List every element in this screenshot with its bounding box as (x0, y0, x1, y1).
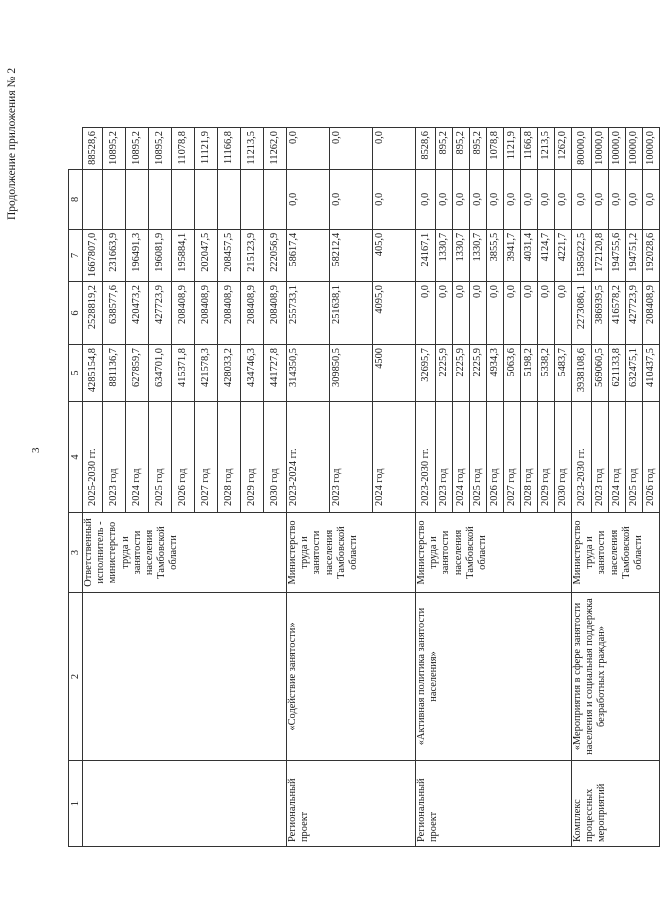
local-cell (218, 169, 241, 229)
federal-cell: 2273086,1 (572, 282, 592, 345)
regional-cell: 195884,1 (172, 229, 195, 281)
total-cell: 569060,5 (592, 345, 609, 402)
period-cell: 2023 год (330, 402, 373, 513)
other-cell: 1262,0 (555, 128, 572, 170)
period-cell: 2026 год (643, 402, 660, 513)
regional-cell: 231663,9 (103, 229, 126, 281)
federal-cell: 0,0 (487, 282, 504, 345)
total-cell: 634701,0 (149, 345, 172, 402)
period-cell: 2023 год (592, 402, 609, 513)
other-cell: 10000,0 (592, 128, 609, 170)
total-cell: 2225,9 (470, 345, 487, 402)
period-cell: 2024 год (453, 402, 470, 513)
total-cell: 415371,8 (172, 345, 195, 402)
regional-cell: 194751,2 (626, 229, 643, 281)
local-cell (241, 169, 264, 229)
table-row (572, 128, 592, 847)
local-cell: 0,0 (453, 169, 470, 229)
local-cell (83, 169, 103, 229)
period-cell: 2027 год (195, 402, 218, 513)
regional-cell: 194755,6 (609, 229, 626, 281)
other-cell: 1121,9 (504, 128, 521, 170)
other-cell: 11166,8 (218, 128, 241, 170)
other-cell: 10895,2 (149, 128, 172, 170)
regional-cell: 1667807,0 (83, 229, 103, 281)
regional-cell: 1330,7 (470, 229, 487, 281)
other-cell: 11078,8 (172, 128, 195, 170)
period-cell: 2025 год (470, 402, 487, 513)
period-cell: 2030 год (264, 402, 287, 513)
local-cell: 0,0 (538, 169, 555, 229)
other-cell: 1213,5 (538, 128, 555, 170)
period-cell: 2025 год (149, 402, 172, 513)
period-cell: 2029 год (538, 402, 555, 513)
federal-cell: 416578,2 (609, 282, 626, 345)
period-cell: 2023 год (103, 402, 126, 513)
regional-cell: 196491,3 (126, 229, 149, 281)
total-cell: 410437,5 (643, 345, 660, 402)
other-cell: 8528,6 (416, 128, 436, 170)
page-number: 3 (30, 447, 42, 453)
section-type-cell: Региональный проект (416, 761, 572, 847)
total-cell: 632475,1 (626, 345, 643, 402)
federal-cell: 208408,9 (195, 282, 218, 345)
column-header: 5 (69, 345, 83, 402)
total-cell: 881136,7 (103, 345, 126, 402)
total-cell: 309850,5 (330, 345, 373, 402)
regional-cell: 1330,7 (453, 229, 470, 281)
period-cell: 2028 год (218, 402, 241, 513)
section-title-cell (83, 593, 287, 761)
period-cell: 2024 год (126, 402, 149, 513)
federal-cell: 0,0 (538, 282, 555, 345)
budget-table (68, 127, 660, 847)
other-cell: 88528,6 (83, 128, 103, 170)
local-cell: 0,0 (416, 169, 436, 229)
local-cell: 0,0 (521, 169, 538, 229)
local-cell (195, 169, 218, 229)
regional-cell: 202047,5 (195, 229, 218, 281)
other-cell: 10895,2 (103, 128, 126, 170)
total-cell: 5063,6 (504, 345, 521, 402)
period-cell: 2026 год (172, 402, 195, 513)
local-cell: 0,0 (609, 169, 626, 229)
total-cell: 5338,2 (538, 345, 555, 402)
period-cell: 2025 год (626, 402, 643, 513)
federal-cell: 208408,9 (218, 282, 241, 345)
local-cell: 0,0 (470, 169, 487, 229)
total-cell: 3938108,6 (572, 345, 592, 402)
table-row (83, 128, 103, 847)
section-title-cell: «Мероприятия в сфере занятости населения и социальная поддержка безработных граждан» (572, 593, 660, 761)
other-cell: 0,0 (330, 128, 373, 170)
period-cell: 2025-2030 гг. (83, 402, 103, 513)
period-cell: 2023-2030 гг. (416, 402, 436, 513)
column-header: 7 (69, 229, 83, 281)
period-cell: 2029 год (241, 402, 264, 513)
column-header: 3 (69, 513, 83, 593)
other-cell: 11121,9 (195, 128, 218, 170)
period-cell: 2023-2024 гг. (287, 402, 330, 513)
regional-cell: 1330,7 (436, 229, 453, 281)
federal-cell: 2528819,2 (83, 282, 103, 345)
regional-cell: 405,0 (373, 229, 416, 281)
other-cell: 10895,2 (126, 128, 149, 170)
local-cell (172, 169, 195, 229)
other-cell: 895,2 (453, 128, 470, 170)
column-header: 6 (69, 282, 83, 345)
regional-cell: 4221,7 (555, 229, 572, 281)
regional-cell: 3941,7 (504, 229, 521, 281)
federal-cell: 427723,9 (149, 282, 172, 345)
federal-cell: 0,0 (436, 282, 453, 345)
federal-cell: 427723,9 (626, 282, 643, 345)
period-cell: 2030 год (555, 402, 572, 513)
local-cell: 0,0 (487, 169, 504, 229)
period-cell: 2027 год (504, 402, 521, 513)
local-cell (149, 169, 172, 229)
column-header: 8 (69, 169, 83, 229)
period-cell: 2024 год (373, 402, 416, 513)
local-cell: 0,0 (504, 169, 521, 229)
column-number-row (69, 128, 83, 847)
local-cell: 0,0 (643, 169, 660, 229)
regional-cell: 4031,4 (521, 229, 538, 281)
local-cell: 0,0 (572, 169, 592, 229)
federal-cell: 0,0 (453, 282, 470, 345)
local-cell (103, 169, 126, 229)
local-cell: 0,0 (287, 169, 330, 229)
section-title-cell: «Активная политика занятости населения» (416, 593, 572, 761)
local-cell: 0,0 (436, 169, 453, 229)
local-cell: 0,0 (373, 169, 416, 229)
regional-cell: 58212,4 (330, 229, 373, 281)
section-type-cell: Региональный проект (287, 761, 416, 847)
total-cell: 627859,7 (126, 345, 149, 402)
regional-cell: 24167,1 (416, 229, 436, 281)
continuation-note: Продолжение приложения № 2 (6, 67, 18, 220)
regional-cell: 172120,8 (592, 229, 609, 281)
total-cell: 314350,5 (287, 345, 330, 402)
total-cell: 5483,7 (555, 345, 572, 402)
federal-cell: 420473,2 (126, 282, 149, 345)
other-cell: 11262,0 (264, 128, 287, 170)
total-cell: 5198,2 (521, 345, 538, 402)
regional-cell: 4124,7 (538, 229, 555, 281)
executor-cell: Министерство труда и занятости населения Тамбовской области (287, 513, 416, 593)
local-cell: 0,0 (330, 169, 373, 229)
federal-cell: 0,0 (416, 282, 436, 345)
total-cell: 428033,2 (218, 345, 241, 402)
regional-cell: 208457,5 (218, 229, 241, 281)
regional-cell: 192028,6 (643, 229, 660, 281)
federal-cell: 0,0 (504, 282, 521, 345)
local-cell: 0,0 (626, 169, 643, 229)
federal-cell: 251638,1 (330, 282, 373, 345)
total-cell: 4285154,8 (83, 345, 103, 402)
federal-cell: 4095,0 (373, 282, 416, 345)
federal-cell: 386939,5 (592, 282, 609, 345)
period-cell: 2028 год (521, 402, 538, 513)
total-cell: 621133,8 (609, 345, 626, 402)
executor-cell: Ответственный исполнитель - министерство труда и занятости населения Тамбовской области (83, 513, 287, 593)
federal-cell: 638577,6 (103, 282, 126, 345)
federal-cell: 208408,9 (172, 282, 195, 345)
federal-cell: 0,0 (521, 282, 538, 345)
other-cell: 0,0 (287, 128, 330, 170)
regional-cell: 1585022,5 (572, 229, 592, 281)
period-cell: 2023 год (436, 402, 453, 513)
other-cell: 80000,0 (572, 128, 592, 170)
regional-cell: 58617,4 (287, 229, 330, 281)
column-header: 1 (69, 761, 83, 847)
federal-cell: 0,0 (470, 282, 487, 345)
other-cell: 0,0 (373, 128, 416, 170)
regional-cell: 3855,5 (487, 229, 504, 281)
other-cell: 10000,0 (626, 128, 643, 170)
other-cell: 1166,8 (521, 128, 538, 170)
regional-cell: 196081,9 (149, 229, 172, 281)
other-cell: 11213,5 (241, 128, 264, 170)
executor-cell: Министерство труда и занятости населения Тамбовской области (416, 513, 572, 593)
section-type-cell: Комплекс процессных мероприятий (572, 761, 660, 847)
local-cell (264, 169, 287, 229)
section-title-cell: «Содействие занятости» (287, 593, 416, 761)
total-cell: 434746,3 (241, 345, 264, 402)
total-cell: 421578,3 (195, 345, 218, 402)
column-header: 2 (69, 593, 83, 761)
local-cell: 0,0 (592, 169, 609, 229)
other-cell: 10000,0 (643, 128, 660, 170)
other-cell: 895,2 (470, 128, 487, 170)
total-cell: 4500 (373, 345, 416, 402)
table-row (287, 128, 330, 847)
local-cell: 0,0 (555, 169, 572, 229)
section-type-cell (83, 761, 287, 847)
column-header: 4 (69, 402, 83, 513)
federal-cell: 208408,9 (241, 282, 264, 345)
federal-cell: 255733,1 (287, 282, 330, 345)
total-cell: 4934,3 (487, 345, 504, 402)
federal-cell: 208408,9 (643, 282, 660, 345)
total-cell: 32695,7 (416, 345, 436, 402)
other-cell: 895,2 (436, 128, 453, 170)
regional-cell: 222056,9 (264, 229, 287, 281)
table-row (416, 128, 436, 847)
total-cell: 2225,9 (436, 345, 453, 402)
local-cell (126, 169, 149, 229)
period-cell: 2026 год (487, 402, 504, 513)
federal-cell: 208408,9 (264, 282, 287, 345)
other-cell: 10000,0 (609, 128, 626, 170)
executor-cell: Министерство труда и занятости населения Тамбовской области (572, 513, 660, 593)
regional-cell: 215123,9 (241, 229, 264, 281)
period-cell: 2024 год (609, 402, 626, 513)
total-cell: 2225,9 (453, 345, 470, 402)
total-cell: 441727,8 (264, 345, 287, 402)
period-cell: 2023-2030 гг. (572, 402, 592, 513)
federal-cell: 0,0 (555, 282, 572, 345)
other-cell: 1078,8 (487, 128, 504, 170)
